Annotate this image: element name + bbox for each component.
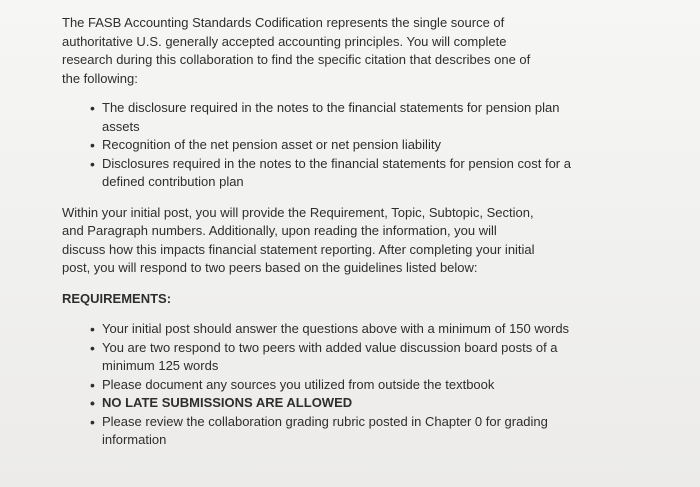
intro-paragraph: The FASB Accounting Standards Codification represents the single source of authoritative U.S. generally accepted accounting principles. You will complete research during this collaboration to find the specific citation that describes one of the following: <box>62 15 531 86</box>
topic-item: • The disclosure required in the notes to the financial statements for pension plan assets <box>62 99 572 136</box>
topic-item: • Recognition of the net pension asset or net pension liability <box>62 136 572 155</box>
requirements-heading: REQUIREMENTS: <box>62 290 172 306</box>
requirement-item-no-late: • NO LATE SUBMISSIONS ARE ALLOWED <box>62 394 572 413</box>
initial-post-paragraph: Within your initial post, you will provide the Requirement, Topic, Subtopic, Section, and Paragraph numbers. Additionally, upon reading the information, you will discuss how this impacts financial statement reporting. After completing your initial post, you will respond to two peers based on the guidelines listed below: <box>62 204 535 275</box>
topic-item: • Disclosures required in the notes to the financial statements for pension cost for a defined contribution plan <box>62 155 572 192</box>
requirement-item: • Please document any sources you utilized from outside the textbook <box>62 376 572 395</box>
document-body <box>62 14 672 450</box>
requirement-item: • Your initial post should answer the questions above with a minimum of 150 words <box>62 320 572 339</box>
requirement-item: • You are two respond to two peers with added value discussion board posts of a minimum 125 words <box>62 339 572 376</box>
requirement-item: • Please review the collaboration grading rubric posted in Chapter 0 for grading information <box>62 413 572 450</box>
topic-list <box>62 99 572 192</box>
requirements-list <box>62 320 572 450</box>
